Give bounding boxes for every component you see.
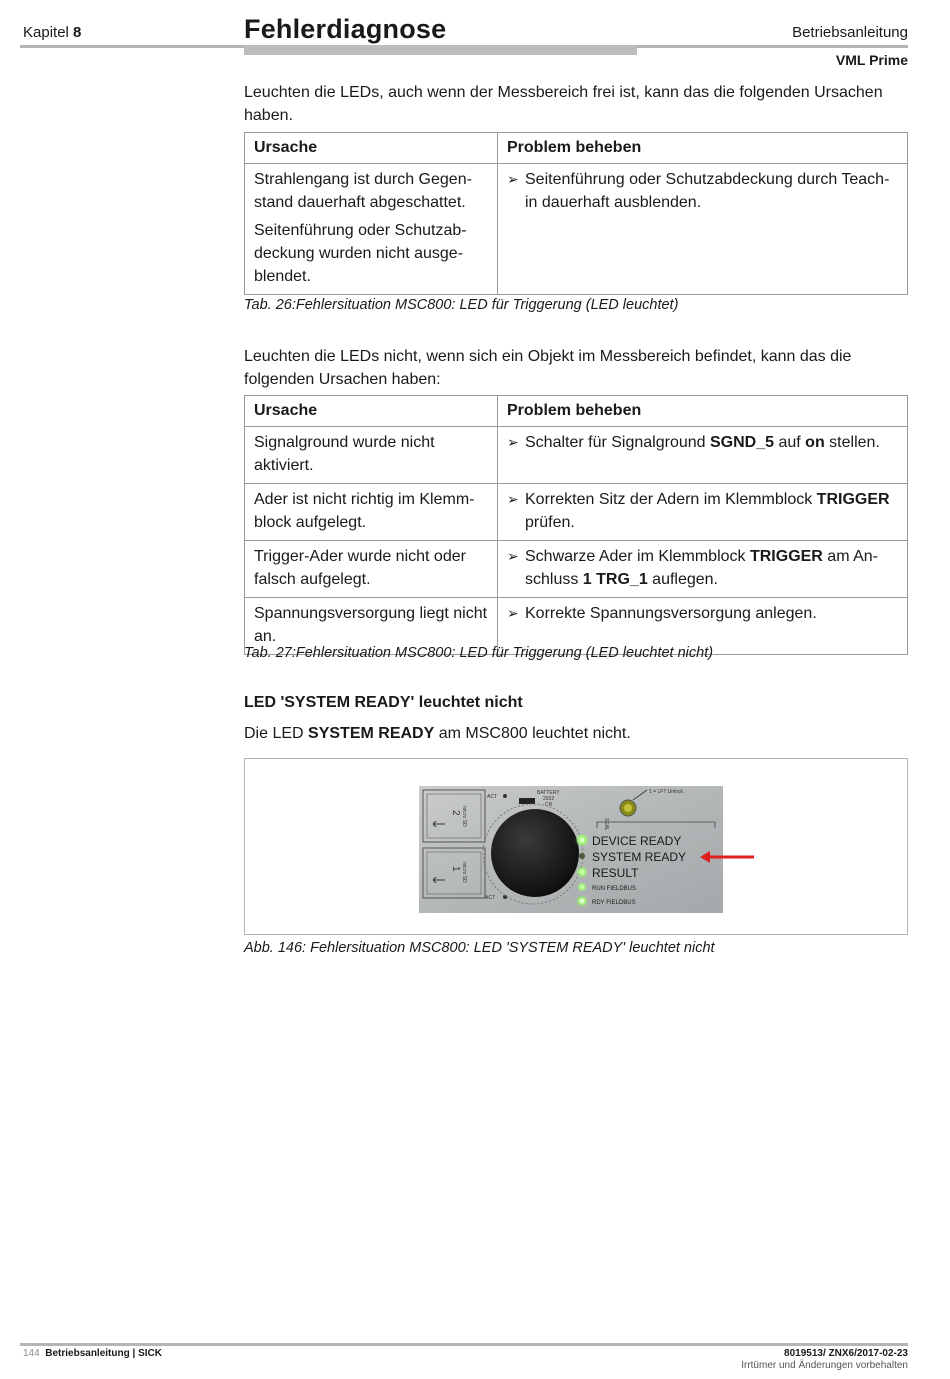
cause-cell: Trigger-Ader wurde nicht oder falsch aufgelegt. (245, 541, 498, 598)
cause-text: Strahlengang ist durch Gegenstand dauerhaft abgeschattet. (254, 171, 472, 211)
product-name: VML Prime (835, 52, 908, 68)
figure-caption: Abb. 146: Fehlersituation MSC800: LED 'SYSTEM READY' leuchtet nicht (244, 940, 715, 956)
footer-disclaimer: Irrtümer und Änderungen vorbehalten (741, 1360, 908, 1371)
battery-cover-knob (491, 809, 579, 897)
footer-left (23, 1348, 162, 1359)
arrow-bullet-icon: ➢ (507, 434, 519, 450)
column-header-cause: Ursache (245, 396, 498, 427)
table-caption: Tab. 26:Fehlersituation MSC800: LED für Triggerung (LED leuchtet) (244, 297, 679, 313)
page-title: Fehlerdiagnose (244, 14, 447, 44)
table-row (245, 484, 908, 541)
red-pointer-arrow-icon (698, 848, 756, 866)
chapter-indicator (23, 24, 81, 41)
footer-doc-id: 8019513/ ZNX6/2017-02-23 (784, 1348, 908, 1359)
act-label: ACT (487, 794, 497, 800)
cause-cell: Spannungsversorgung liegt nicht an. (245, 598, 498, 655)
footer-doc-title: Betriebsanleitung | SICK (45, 1348, 162, 1359)
table-header-row (245, 396, 908, 427)
svg-text:DEVICE READY: DEVICE READY (592, 834, 682, 848)
doc-type: Betriebsanleitung (792, 24, 908, 41)
led-system-ready (579, 850, 686, 864)
svg-text:RDY FIELDBUS: RDY FIELDBUS (592, 900, 636, 906)
lft-label: 1 = LFT Unlock (649, 789, 683, 795)
svg-text:RESULT: RESULT (592, 866, 639, 880)
cause-cell (245, 164, 498, 295)
arrow-bullet-icon: ➢ (507, 171, 519, 187)
msc800-led-panel-photo (419, 786, 723, 913)
svg-text:CR: CR (545, 802, 553, 808)
cause-text: Seitenführung oder Schutzabdeckung wurden nicht ausgeblendet. (254, 222, 467, 285)
chapter-label: Kapitel (23, 24, 69, 41)
fix-cell (498, 541, 908, 598)
svg-text:micro SD: micro SD (461, 862, 467, 883)
fix-text: Seitenführung oder Schutzabdeckung durch Teach-in dauerhaft ausblenden. (525, 171, 890, 211)
table-row (245, 541, 908, 598)
svg-text:micro SD: micro SD (461, 806, 467, 827)
fix-cell (498, 427, 908, 484)
header-rule-right (637, 45, 908, 48)
fix-text: Korrekten Sitz der Adern im Klemmblock TRIGGER prüfen. (525, 491, 890, 531)
section-heading: LED 'SYSTEM READY' leuchtet nicht (244, 694, 523, 711)
table-header-row (245, 133, 908, 164)
fix-text: Schwarze Ader im Klemmblock TRIGGER am Anschluss 1 TRG_1 auflegen. (525, 548, 878, 588)
svg-text:1: 1 (450, 866, 461, 872)
footer-rule (20, 1343, 908, 1346)
fix-cell (498, 484, 908, 541)
cause-cell: Ader ist nicht richtig im Klemmblock aufgelegt. (245, 484, 498, 541)
battery-label: BATTERY (537, 790, 560, 796)
table-26 (244, 132, 908, 295)
seal-label: SEAL (603, 818, 609, 831)
svg-text:SYSTEM READY: SYSTEM READY (592, 850, 687, 864)
intro-paragraph-1: Leuchten die LEDs, auch wenn der Messbereich frei ist, kann das die folgenden Ursachen haben. (244, 84, 883, 124)
act-label: ACT (485, 895, 495, 901)
arrow-bullet-icon: ➢ (507, 605, 519, 621)
fix-cell (498, 164, 908, 295)
fix-text: Korrekte Spannungsversorgung anlegen. (525, 605, 817, 622)
arrow-bullet-icon: ➢ (507, 548, 519, 564)
fix-text: Schalter für Signalground SGND_5 auf on stellen. (525, 434, 880, 451)
header-rule-left (20, 45, 244, 48)
svg-text:2: 2 (450, 810, 461, 816)
column-header-fix: Problem beheben (498, 133, 908, 164)
section-text: Die LED SYSTEM READY am MSC800 leuchtet nicht. (244, 725, 631, 742)
table-row (245, 164, 908, 295)
header-rule-title (244, 45, 637, 55)
chapter-number: 8 (73, 24, 82, 41)
intro-paragraph-2: Leuchten die LEDs nicht, wenn sich ein Objekt im Messbereich befindet, kann das die folgenden Ursachen haben: (244, 348, 852, 388)
column-header-fix: Problem beheben (498, 396, 908, 427)
table-caption: Tab. 27:Fehlersituation MSC800: LED für Triggerung (LED leuchtet nicht) (244, 645, 714, 661)
table-27 (244, 395, 908, 655)
column-header-cause: Ursache (245, 133, 498, 164)
cause-cell: Signalground wurde nicht aktiviert. (245, 427, 498, 484)
page-number: 144 (23, 1348, 40, 1359)
arrow-bullet-icon: ➢ (507, 491, 519, 507)
svg-text:2032: 2032 (543, 796, 555, 802)
table-row (245, 427, 908, 484)
svg-text:RUN FIELDBUS: RUN FIELDBUS (592, 886, 637, 892)
